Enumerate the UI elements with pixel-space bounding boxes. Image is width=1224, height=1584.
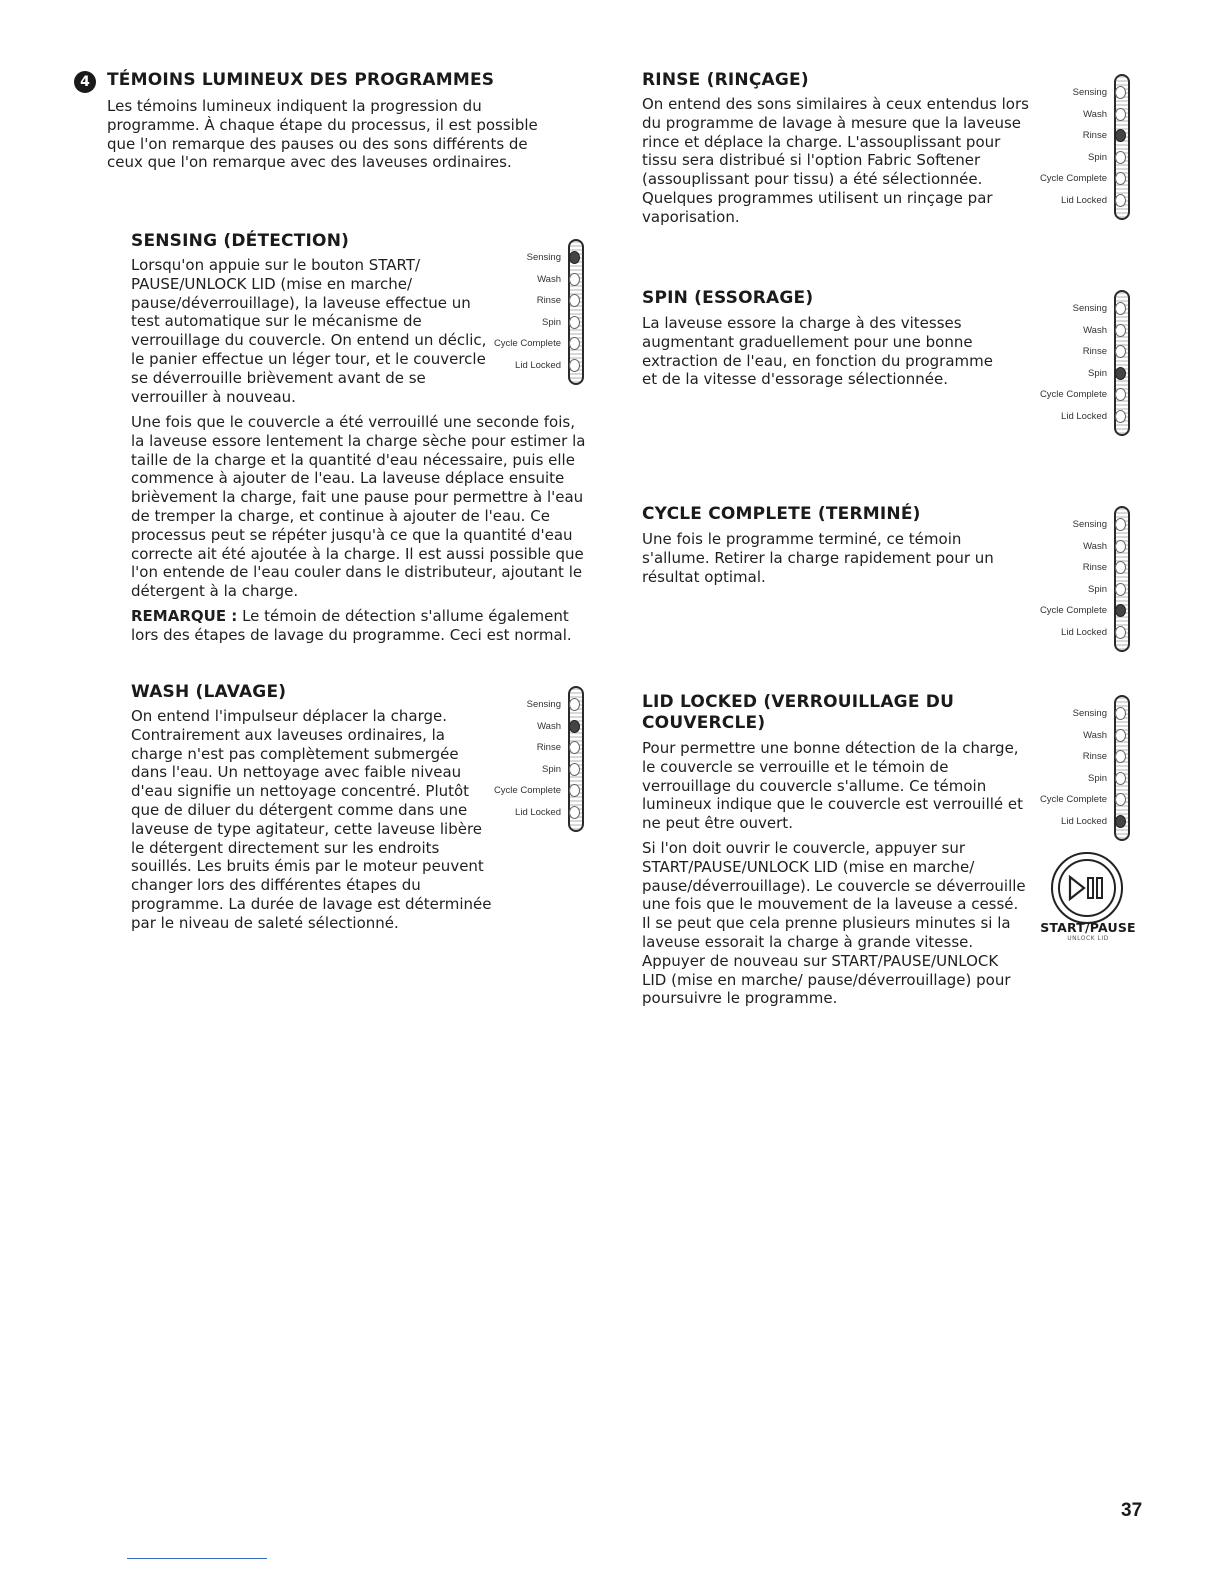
indicator-light-icon xyxy=(569,763,580,776)
indicator-row xyxy=(1015,83,1127,105)
indicator-label: Spin xyxy=(1087,151,1107,163)
indicator-row xyxy=(1015,385,1127,407)
indicator-panel-complete xyxy=(1015,515,1127,644)
indicator-label: Wash xyxy=(1083,324,1107,336)
indicator-light-icon xyxy=(1115,561,1126,574)
indicator-light-icon xyxy=(569,806,580,819)
spin-paragraph: La laveuse essore la charge à des vitesses augmentant graduellement pour une bonne extraction de l'eau, en fonction du programme et de la vitesse d'essorage sélectionnée. xyxy=(642,314,993,389)
intro-text: Les témoins lumineux indiquent la progression du programme. À chaque étape du processus, il est possible que l'on remarque des pauses ou des sons différents de ceux que l'on remarque avec des laveuses ordinaires. xyxy=(107,97,538,172)
sensing-heading: SENSING (DÉTECTION) xyxy=(131,231,350,251)
indicator-light-icon xyxy=(1115,772,1126,785)
indicator-light-icon xyxy=(1115,518,1126,531)
rinse-paragraph: On entend des sons similaires à ceux entendus lors du programme de lavage à mesure que la laveuse rince et déplace la charge. L'assouplissant pour tissu sera distribué si l'option Fabric Softener (assouplissant pour tissu) a été sélectionnée. Quelques programmes utilisent un rinçage par vaporisation. xyxy=(642,95,1029,226)
indicator-row xyxy=(1015,148,1127,170)
indicator-label: Cycle Complete xyxy=(1039,794,1107,805)
indicator-row xyxy=(1015,342,1127,364)
complete-heading: CYCLE COMPLETE (TERMINÉ) xyxy=(642,504,921,524)
indicator-light-icon xyxy=(1115,345,1126,358)
indicator-row xyxy=(1015,515,1127,537)
indicator-label: Lid Locked xyxy=(1061,626,1107,638)
start-pause-label: START/PAUSE xyxy=(1040,920,1136,935)
indicator-light-icon xyxy=(569,698,580,711)
indicator-light-icon xyxy=(1115,815,1126,828)
sensing-paragraph-2: Une fois que le couvercle a été verrouillé une seconde fois, la laveuse essore lentement la charge sèche pour estimer la taille de la charge et la quantité d'eau nécessaire, puis elle commence à ajouter de l'eau. La laveuse déplace ensuite brièvement la charge, fait une pause pour permettre à l'eau de tremper la charge, et continue à ajouter de l'eau. Ce processus peut se répéter jusqu'à ce que la quantité d'eau correcte ait été ajoutée à la charge. Il est aussi possible que l'on entende de l'eau couler dans le distributeur, ajoutant le détergent à la charge. xyxy=(131,413,586,601)
indicator-row xyxy=(1015,558,1127,580)
lid-heading-line-2: COUVERCLE) xyxy=(642,713,766,733)
indicator-row xyxy=(1015,747,1127,769)
indicator-row xyxy=(1015,169,1127,191)
indicator-light-icon xyxy=(569,359,580,372)
indicator-light-icon xyxy=(1115,604,1126,617)
indicator-row xyxy=(1015,726,1127,748)
indicator-light-icon xyxy=(1115,707,1126,720)
wash-paragraph: On entend l'impulseur déplacer la charge. Contrairement aux laveuses ordinaires, la charge n'est pas complètement submergée dans l'eau. Un nettoyage avec faible niveau d'eau signifie un nettoyage concentré. Plutôt que de diluer du détergent comme dans une laveuse de type agitateur, cette laveuse libère le détergent directement sur les endroits souillés. Les bruits émis par le moteur peuvent changer lors des différentes étapes du programme. La durée de lavage est déterminée par le niveau de saleté sélectionné. xyxy=(131,707,492,932)
indicator-label: Sensing xyxy=(526,699,561,710)
indicator-panel-lid xyxy=(1015,704,1127,833)
indicator-row xyxy=(1015,299,1127,321)
section-number-badge: 4 xyxy=(74,71,96,93)
indicator-light-icon xyxy=(1115,86,1126,99)
indicator-light-icon xyxy=(1115,750,1126,763)
lid-paragraph-2: Si l'on doit ouvrir le couvercle, appuyer sur START/PAUSE/UNLOCK LID (mise en marche/ pause/déverrouillage). Le couvercle se déverrouille une fois que le mouvement de la laveuse a cessé. Il se peut que cela prenne plusieurs minutes si la laveuse essorait la charge à grande vitesse. Appuyer de nouveau sur START/PAUSE/UNLOCK LID (mise en marche/ pause/déverrouillage) pour poursuivre le programme. xyxy=(642,838,1026,1008)
indicator-row xyxy=(1015,126,1127,148)
indicator-light-icon xyxy=(1115,583,1126,596)
indicator-panel-sensing xyxy=(469,248,581,377)
indicator-row xyxy=(1015,769,1127,791)
indicator-label: Rinse xyxy=(536,295,561,306)
indicator-light-icon xyxy=(1115,172,1126,185)
indicator-label: Rinse xyxy=(536,742,561,753)
indicator-light-icon xyxy=(1115,129,1126,142)
indicator-row xyxy=(469,291,581,313)
indicator-row xyxy=(1015,623,1127,645)
indicator-row xyxy=(469,738,581,760)
complete-paragraph: Une fois le programme terminé, ce témoin s'allume. Retirer la charge rapidement pour un résultat optimal. xyxy=(642,530,994,586)
sensing-more xyxy=(131,413,591,645)
spin-heading: SPIN (ESSORAGE) xyxy=(642,288,814,308)
indicator-label: Sensing xyxy=(1072,519,1107,530)
lid-heading-line-1: LID LOCKED (VERROUILLAGE DU xyxy=(642,692,955,712)
indicator-row xyxy=(1015,191,1127,213)
indicator-row xyxy=(1015,537,1127,559)
indicator-label: Sensing xyxy=(526,252,561,263)
indicator-row xyxy=(469,270,581,292)
indicator-label: Lid Locked xyxy=(1061,815,1107,827)
indicator-row xyxy=(469,313,581,335)
indicator-light-icon xyxy=(1115,626,1126,639)
indicator-light-icon xyxy=(1115,388,1126,401)
indicator-light-icon xyxy=(1115,151,1126,164)
lid-paragraph-1: Pour permettre une bonne détection de la charge, le couvercle se verrouille et le témoin de verrouillage du couvercle s'allume. Ce témoin lumineux indique que le couvercle est verrouillé et ne peut être ouvert. xyxy=(642,739,1024,833)
indicator-label: Spin xyxy=(541,316,561,328)
indicator-light-icon xyxy=(569,720,580,733)
indicator-label: Cycle Complete xyxy=(1039,173,1107,184)
indicator-light-icon xyxy=(569,316,580,329)
indicator-light-icon xyxy=(569,294,580,307)
start-pause-inner-ring xyxy=(1058,859,1116,917)
indicator-row xyxy=(1015,364,1127,386)
indicator-label: Lid Locked xyxy=(515,359,561,371)
indicator-label: Sensing xyxy=(1072,708,1107,719)
indicator-panel-spin xyxy=(1015,299,1127,428)
indicator-light-icon xyxy=(1115,108,1126,121)
lid-text xyxy=(642,739,1027,1008)
note-label: REMARQUE : xyxy=(131,606,238,625)
indicator-row xyxy=(469,760,581,782)
indicator-label: Cycle Complete xyxy=(493,785,561,796)
sensing-note xyxy=(131,607,591,645)
sensing-p1-wrap xyxy=(131,256,501,406)
indicator-light-icon xyxy=(569,251,580,264)
indicator-label: Wash xyxy=(1083,729,1107,741)
indicator-row xyxy=(1015,812,1127,834)
indicator-row xyxy=(1015,105,1127,127)
wash-heading: WASH (LAVAGE) xyxy=(131,682,287,702)
indicator-label: Rinse xyxy=(1082,751,1107,762)
indicator-light-icon xyxy=(1115,324,1126,337)
indicator-row xyxy=(469,717,581,739)
indicator-label: Lid Locked xyxy=(1061,194,1107,206)
section-heading: TÉMOINS LUMINEUX DES PROGRAMMES xyxy=(107,70,495,90)
indicator-row xyxy=(1015,790,1127,812)
indicator-row xyxy=(469,781,581,803)
indicator-label: Spin xyxy=(1087,772,1107,784)
indicator-light-icon xyxy=(1115,302,1126,315)
indicator-row xyxy=(469,248,581,270)
indicator-label: Cycle Complete xyxy=(493,338,561,349)
indicator-label: Cycle Complete xyxy=(1039,389,1107,400)
indicator-label: Wash xyxy=(537,720,561,732)
indicator-label: Wash xyxy=(1083,540,1107,552)
note-text: Le témoin de détection s'allume également lors des étapes de lavage du programme. Ceci est normal. xyxy=(131,606,572,644)
sensing-paragraph-1: Lorsqu'on appuie sur le bouton START/ PAUSE/UNLOCK LID (mise en marche/ pause/déverrouillage), la laveuse effectue un test automatique sur le mécanisme de verrouillage du couvercle. On entend un déclic, le panier effectue un léger tour, et le couvercle se déverrouille brièvement avant de se verrouiller à nouveau. xyxy=(131,256,487,406)
indicator-light-icon xyxy=(1115,194,1126,207)
start-pause-button xyxy=(1051,852,1123,924)
indicator-row xyxy=(1015,407,1127,429)
indicator-light-icon xyxy=(1115,410,1126,423)
indicator-light-icon xyxy=(569,741,580,754)
indicator-row xyxy=(1015,704,1127,726)
indicator-row xyxy=(1015,580,1127,602)
indicator-row xyxy=(469,334,581,356)
indicator-row xyxy=(469,695,581,717)
indicator-label: Cycle Complete xyxy=(1039,605,1107,616)
page-number: 37 xyxy=(1121,1500,1143,1521)
indicator-label: Sensing xyxy=(1072,87,1107,98)
footer-line xyxy=(127,1558,267,1559)
rinse-heading: RINSE (RINÇAGE) xyxy=(642,70,809,90)
indicator-label: Rinse xyxy=(1082,562,1107,573)
indicator-panel-wash xyxy=(469,695,581,824)
indicator-row xyxy=(469,356,581,378)
indicator-light-icon xyxy=(1115,793,1126,806)
start-pause-sublabel: UNLOCK LID xyxy=(1067,935,1109,942)
indicator-panel-rinse xyxy=(1015,83,1127,212)
indicator-label: Sensing xyxy=(1072,303,1107,314)
indicator-label: Spin xyxy=(1087,583,1107,595)
indicator-label: Lid Locked xyxy=(1061,410,1107,422)
indicator-light-icon xyxy=(1115,729,1126,742)
indicator-label: Lid Locked xyxy=(515,806,561,818)
indicator-light-icon xyxy=(1115,367,1126,380)
indicator-row xyxy=(1015,321,1127,343)
indicator-label: Rinse xyxy=(1082,346,1107,357)
indicator-row xyxy=(1015,601,1127,623)
indicator-light-icon xyxy=(569,337,580,350)
lid-heading xyxy=(642,692,954,734)
indicator-label: Wash xyxy=(1083,108,1107,120)
indicator-label: Spin xyxy=(1087,367,1107,379)
indicator-light-icon xyxy=(569,784,580,797)
indicator-light-icon xyxy=(1115,540,1126,553)
indicator-light-icon xyxy=(569,273,580,286)
indicator-label: Spin xyxy=(541,763,561,775)
play-pause-icon xyxy=(1068,875,1106,901)
indicator-row xyxy=(469,803,581,825)
indicator-label: Wash xyxy=(537,273,561,285)
indicator-label: Rinse xyxy=(1082,130,1107,141)
